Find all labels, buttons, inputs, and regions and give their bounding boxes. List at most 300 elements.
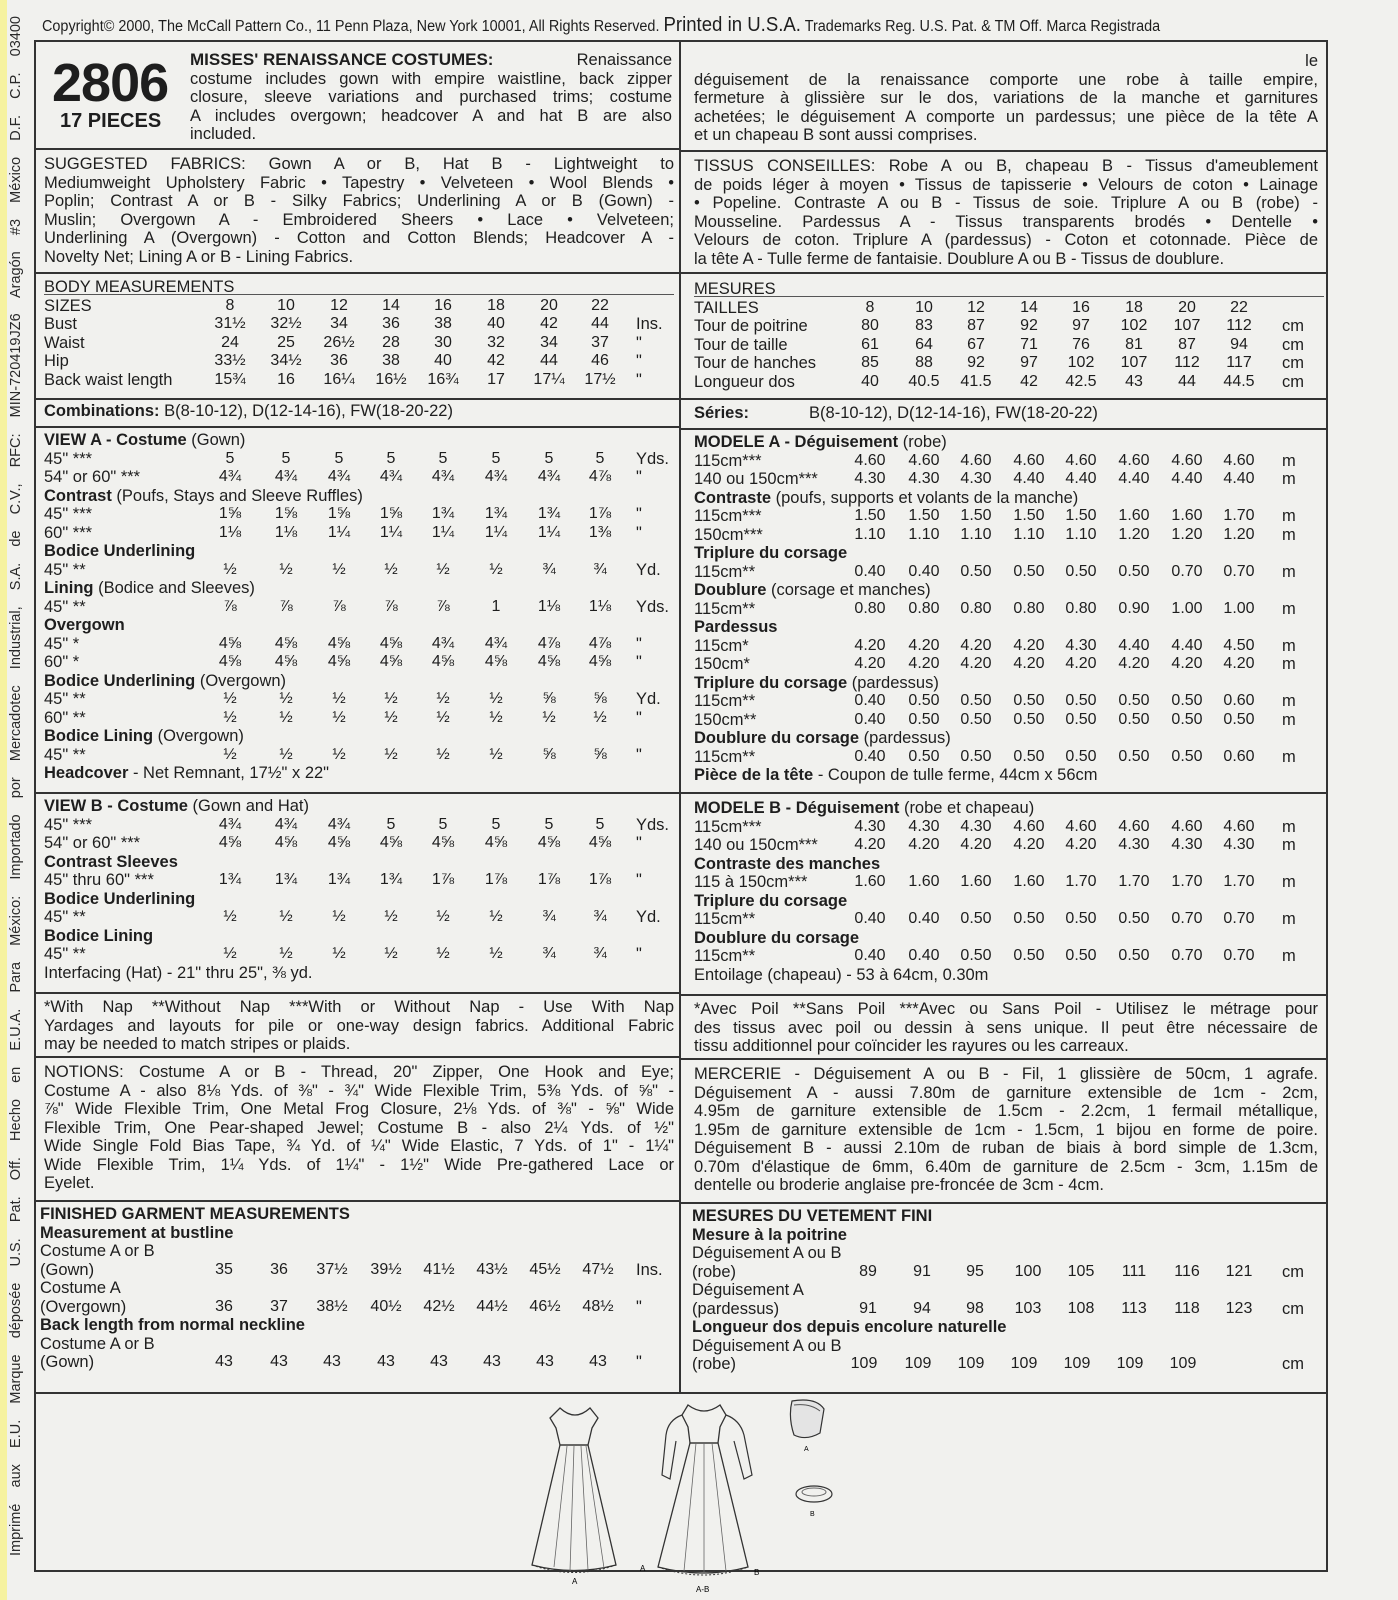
size-value: 4.60 xyxy=(1013,817,1045,835)
text-line: Velours de coton. Triplure A (pardessus) - Coton et cotonnade. Pièce de xyxy=(694,231,1318,249)
size-value: 4.20 xyxy=(908,636,940,654)
size-value: ½ xyxy=(489,745,503,763)
size-value: 0.50 xyxy=(960,692,992,709)
size-value: 4⅝ xyxy=(484,653,508,670)
size-value: ⅞ xyxy=(279,597,293,615)
size-value: ½ xyxy=(436,560,450,578)
size-value: 16 xyxy=(1072,298,1090,316)
size-value: ½ xyxy=(223,745,237,763)
unit-label: m xyxy=(1282,636,1296,655)
plain-line: Entoilage (chapeau) - 53 à 64cm, 0.30m xyxy=(694,965,989,984)
size-value: 4.40 xyxy=(1171,636,1203,654)
unit-label: m xyxy=(1282,655,1296,673)
size-value: 64 xyxy=(915,335,933,353)
size-value: 0.50 xyxy=(1065,910,1097,927)
subsection-heading: Mesure à la poitrine xyxy=(692,1225,847,1244)
size-value: 109 xyxy=(1169,1355,1197,1372)
size-value: 0.50 xyxy=(1065,747,1097,765)
size-value: 16 xyxy=(277,370,295,388)
size-value: 14 xyxy=(382,296,400,314)
row-label: 150cm** xyxy=(694,710,757,729)
row-label: Hip xyxy=(44,352,69,370)
subsection-heading: Longueur dos depuis encolure naturelle xyxy=(692,1318,1007,1336)
size-value: 4.60 xyxy=(908,451,940,469)
size-value: 1¾ xyxy=(327,871,351,888)
heading-bold: Contraste des manches xyxy=(694,854,881,873)
row-label: Waist xyxy=(44,333,85,352)
size-value: 4¾ xyxy=(379,468,403,485)
size-value: 4¾ xyxy=(537,468,561,485)
size-value: ½ xyxy=(332,908,346,925)
size-value: 17¼ xyxy=(533,370,565,388)
size-value: 1.10 xyxy=(908,525,940,543)
text-line: SUGGESTED FABRICS: Gown A or B, Hat B - Lightweight to xyxy=(44,155,674,173)
heading-bold: VIEW B - Costume xyxy=(44,797,188,815)
gown-front-illustration xyxy=(520,1400,630,1585)
size-value: 1⅛ xyxy=(274,523,298,541)
size-value: 4⅝ xyxy=(274,634,298,652)
size-value: 1.60 xyxy=(960,873,992,890)
size-value: 4.20 xyxy=(854,836,886,853)
size-value: 4.20 xyxy=(908,836,940,853)
size-value: 43 xyxy=(377,1353,395,1370)
unit-label: " xyxy=(636,468,642,486)
size-value: 1⅞ xyxy=(484,871,508,888)
text-line: le xyxy=(1305,52,1318,70)
size-value: 1⅛ xyxy=(218,523,242,541)
row-label: 45" ** xyxy=(44,560,86,579)
unit-label: Yd. xyxy=(636,560,661,579)
size-value: 1⅞ xyxy=(588,871,612,888)
size-value: 0.80 xyxy=(854,599,886,617)
heading-bold: Headcover xyxy=(44,764,129,782)
size-value: 118 xyxy=(1174,1299,1200,1317)
size-value: 0.40 xyxy=(908,947,940,964)
size-value: ½ xyxy=(279,745,293,763)
heading-bold: Bodice Lining xyxy=(44,926,154,945)
text-line: closure, sleeve variations and purchased trims; costume xyxy=(190,88,672,106)
size-value: 108 xyxy=(1067,1299,1095,1317)
size-value: 0.40 xyxy=(908,910,940,927)
size-value: 1.10 xyxy=(1065,525,1097,543)
size-value: 0.50 xyxy=(1118,910,1150,927)
text-line: Flexible Trim, One Pear-shaped Jewel; Costume B - also 2¼ Yds. of ½" xyxy=(44,1118,674,1137)
size-value: 0.50 xyxy=(1065,710,1097,728)
size-value: 1.70 xyxy=(1223,507,1255,524)
size-value: 0.70 xyxy=(1171,910,1203,927)
size-value: 113 xyxy=(1121,1299,1147,1317)
size-value: 37 xyxy=(591,333,609,351)
size-value: 4.30 xyxy=(908,817,940,835)
size-value: 4.30 xyxy=(960,817,992,835)
size-value: 4⅝ xyxy=(431,834,455,851)
text-line: Muslin; Overgown A - Embroidered Sheers • Lace • Velveteen; xyxy=(44,210,674,229)
unit-label: cm xyxy=(1282,372,1304,391)
size-value: 37 xyxy=(270,1297,288,1315)
size-value: 1.10 xyxy=(1013,525,1045,543)
size-value: 16 xyxy=(434,296,452,314)
unit-label: Yds. xyxy=(636,449,670,468)
size-value: 4.20 xyxy=(1065,836,1097,853)
subsection-heading xyxy=(44,487,363,506)
row-label: 45" *** xyxy=(44,505,93,523)
text-line: Underlining A (Overgown) - Cotton and Cotton Blends; Headcover A - xyxy=(44,229,674,247)
size-value: 107 xyxy=(1173,317,1201,334)
yellow-edge-strip xyxy=(0,0,7,1600)
size-value: 0.50 xyxy=(1065,692,1097,709)
unit-label: " xyxy=(636,945,642,963)
size-value: 1.50 xyxy=(1065,507,1097,524)
row-label: 115cm** xyxy=(694,692,756,710)
size-value: 0.50 xyxy=(1013,910,1045,927)
size-value: 30 xyxy=(434,333,452,351)
subsection-heading xyxy=(694,581,931,600)
size-value: 4.60 xyxy=(1223,817,1255,835)
size-value: 109 xyxy=(1063,1355,1091,1372)
text-line: may be needed to match stripes or plaids. xyxy=(44,1035,351,1053)
size-value: 32 xyxy=(487,333,505,351)
subsection-heading xyxy=(44,616,125,635)
hat-illustration xyxy=(790,1480,840,1520)
size-value: 0.50 xyxy=(1065,947,1097,964)
size-value: 4.60 xyxy=(1065,817,1097,835)
size-value: 0.80 xyxy=(1065,599,1097,617)
size-value: 4.30 xyxy=(1065,636,1097,654)
subsection-heading xyxy=(44,853,178,872)
size-value: 123 xyxy=(1225,1299,1253,1317)
size-value: 4.20 xyxy=(960,655,992,672)
size-value: 1.70 xyxy=(1118,873,1150,890)
size-value: 83 xyxy=(915,317,933,334)
size-value: ½ xyxy=(436,945,450,962)
text-line: Poplin; Contrast A or B - Silky Fabrics; Underlining A or B (Gown) - xyxy=(44,192,674,210)
size-value: 42 xyxy=(487,352,505,369)
size-value: 100 xyxy=(1014,1262,1042,1280)
size-value: 0.40 xyxy=(854,710,886,728)
size-value: 0.40 xyxy=(854,910,886,927)
size-value: 43 xyxy=(589,1353,607,1370)
size-value: 5 xyxy=(544,815,554,833)
fabrics-english xyxy=(44,155,674,266)
size-value: 1¾ xyxy=(431,505,455,522)
svg-text:A: A xyxy=(804,1446,809,1453)
side-legal-text: Imprimé aux E.U. Marque déposée U.S. Pat. Off. Hecho en E.U.A. Para México: Importado por Mercadotec Industrial, S.A. de C.V., RFC: MIN-720419JZ6 Aragón #3 México D.F. C.P. 03400 xyxy=(8,16,24,1556)
size-value: 0.50 xyxy=(960,562,992,580)
text-line: et un chapeau B sont aussi comprises. xyxy=(694,126,978,144)
heading-bold: Bodice Underlining xyxy=(44,889,196,908)
size-value: 25 xyxy=(277,333,295,351)
text-line: Déguisement B - aussi 2.10m de ruban de biais à bord simple de 1.3cm, xyxy=(694,1139,1318,1157)
size-value: 1¼ xyxy=(379,523,403,541)
size-value: 1.70 xyxy=(1065,873,1097,890)
size-value: 4.20 xyxy=(960,836,992,853)
size-value: ½ xyxy=(489,945,503,962)
row-label: 140 ou 150cm*** xyxy=(694,470,818,488)
section-heading: BODY MEASUREMENTS xyxy=(44,278,235,296)
text-line: ⅞" Wide Flexible Trim, One Metal Frog Closure, 2⅛ Yds. of ⅜" - ⅝" Wide xyxy=(44,1100,674,1118)
row-label: 140 ou 150cm*** xyxy=(694,836,818,854)
row-label: Déguisement A xyxy=(692,1281,804,1299)
size-value: ⅝ xyxy=(593,690,607,707)
unit-label: cm xyxy=(1282,1355,1304,1373)
size-value: 18 xyxy=(1125,298,1143,316)
size-value: 0.40 xyxy=(854,562,886,580)
text-line: dentelle ou broderie anglaise pre-froncée de 3cm - 4cm. xyxy=(694,1176,1104,1194)
size-value: 20 xyxy=(1178,298,1196,316)
size-value: 0.50 xyxy=(908,692,940,709)
svg-text:B: B xyxy=(810,1511,815,1518)
size-value: 1¾ xyxy=(274,871,298,888)
size-value: 4⅝ xyxy=(379,653,403,670)
row-label: 115cm** xyxy=(694,599,756,618)
size-value: 4.60 xyxy=(1013,451,1045,469)
size-value: 4⅝ xyxy=(588,653,612,670)
size-value: 1.10 xyxy=(960,525,992,543)
text-line: • Popeline. Contraste A ou B - Tissus de soie. Triplure A ou B (robe) - xyxy=(694,194,1318,212)
size-value: 4⅝ xyxy=(218,653,242,670)
row-label: Déguisement A ou B xyxy=(692,1244,842,1262)
text-line: Eyelet. xyxy=(44,1174,95,1192)
size-value: 1 xyxy=(491,597,501,615)
heading-bold: Bodice Lining xyxy=(44,727,154,745)
size-value: 4¾ xyxy=(484,468,508,485)
unit-label: cm xyxy=(1282,354,1304,372)
size-value: ½ xyxy=(279,708,293,726)
heading-bold: Triplure du corsage xyxy=(694,544,848,562)
size-value: 22 xyxy=(591,296,609,314)
row-label: Déguisement A ou B xyxy=(692,1336,842,1355)
size-value: 4⅝ xyxy=(218,834,242,851)
size-value: 4¾ xyxy=(218,815,242,833)
size-value: ⅝ xyxy=(593,745,607,763)
size-value: 4.20 xyxy=(908,655,940,672)
unit-label: " xyxy=(636,505,642,523)
size-value: 0.50 xyxy=(908,747,940,765)
size-value: 44½ xyxy=(476,1297,508,1315)
heading-bold: Contraste xyxy=(694,488,772,507)
heading-bold: Contrast Sleeves xyxy=(44,852,178,871)
size-value: ½ xyxy=(279,908,293,925)
heading-note: (Overgown) xyxy=(153,727,244,745)
unit-label: Yd. xyxy=(636,690,661,708)
text-line: 0.70m d'élastique de 6mm, 6.40m de garniture de 2.5cm - 3cm, 1.15m de xyxy=(694,1157,1318,1176)
size-value: ⅝ xyxy=(542,745,556,763)
text-line: 4.95m de garniture extensible de 1.5cm - 2.2cm, 1 fermail métallique, xyxy=(694,1102,1318,1120)
size-value: 1.00 xyxy=(1171,599,1203,617)
size-value: 4.40 xyxy=(1171,470,1203,487)
size-value: 28 xyxy=(382,333,400,351)
heading-bold: Bodice Underlining xyxy=(44,542,196,560)
size-value: 4⅝ xyxy=(274,834,298,851)
center-divider xyxy=(679,40,681,1394)
size-value: 4⅝ xyxy=(327,834,351,851)
size-value: 43 xyxy=(270,1353,288,1370)
subsection-heading xyxy=(694,855,880,874)
size-value: 4⅝ xyxy=(484,834,508,851)
size-value: 4.60 xyxy=(1223,451,1255,469)
text-line: *With Nap **Without Nap ***With or Without Nap - Use With Nap xyxy=(44,998,674,1016)
size-value: 109 xyxy=(904,1355,932,1372)
size-value: 39½ xyxy=(370,1260,402,1278)
size-value: 0.50 xyxy=(960,910,992,927)
size-value: 4.20 xyxy=(1013,655,1045,672)
unit-label: m xyxy=(1282,525,1296,544)
row-label: 45" *** xyxy=(44,449,93,468)
size-value: 48½ xyxy=(582,1297,614,1315)
unit-label: " xyxy=(636,708,642,727)
size-value: ½ xyxy=(436,908,450,925)
subsection-heading xyxy=(694,618,777,637)
size-value: ½ xyxy=(489,708,503,726)
size-value: 1.20 xyxy=(1171,525,1203,543)
heading-bold: Triplure du corsage xyxy=(694,891,848,910)
size-value: 97 xyxy=(1072,317,1090,334)
size-value: 4¾ xyxy=(327,815,351,833)
size-value: 4¾ xyxy=(484,634,508,652)
unit-label: " xyxy=(636,653,642,671)
size-value: 26½ xyxy=(323,333,355,351)
row-label: 45" ** xyxy=(44,945,86,963)
size-value: ½ xyxy=(384,945,398,962)
size-value: 4⅝ xyxy=(327,634,351,652)
size-value: 67 xyxy=(967,335,985,353)
size-value: 4.60 xyxy=(1118,451,1150,469)
heading-note: - Net Remnant, 17½" x 22" xyxy=(128,764,330,782)
size-value: ¾ xyxy=(593,945,607,962)
size-value: ½ xyxy=(384,908,398,925)
size-value: 4.30 xyxy=(1118,836,1150,853)
row-label: 60" *** xyxy=(44,523,93,542)
row-label: 60" ** xyxy=(44,708,86,727)
size-value: 1¾ xyxy=(537,505,561,522)
size-value: 14 xyxy=(1020,298,1038,316)
size-value: 61 xyxy=(861,335,879,353)
size-value: 43 xyxy=(483,1353,501,1370)
size-value: 4.20 xyxy=(1118,655,1150,672)
size-value: 4⅝ xyxy=(537,653,561,670)
size-value: 80 xyxy=(861,317,879,334)
size-value: 1¼ xyxy=(327,523,351,541)
unit-label: Yds. xyxy=(636,597,670,616)
size-value: 87 xyxy=(967,317,985,334)
trademark-note: Trademarks Reg. U.S. Pat. & TM Off. Marca Registrada xyxy=(804,18,1161,35)
size-value: 1⅞ xyxy=(588,505,612,522)
size-value: ½ xyxy=(332,745,346,763)
combinations-french: Séries: B(8-10-12), D(12-14-16), FW(18-20-22) xyxy=(694,404,1098,422)
heading-bold: Bodice Underlining xyxy=(44,671,196,690)
size-value: 4.30 xyxy=(960,470,992,487)
text-line: *Avec Poil **Sans Poil ***Avec ou Sans Poil - Utilisez le métrage pour xyxy=(694,1000,1318,1018)
size-value: 43 xyxy=(1125,372,1143,390)
size-value: 42 xyxy=(1020,372,1038,390)
size-value: 4¾ xyxy=(274,815,298,833)
size-value: 0.50 xyxy=(1118,947,1150,964)
headcover-illustration xyxy=(780,1395,840,1455)
size-value: 42½ xyxy=(423,1297,455,1315)
text-line: Mousseline. Pardessus A - Tissus transparents brodés • Dentelle • xyxy=(694,212,1318,231)
size-value: 109 xyxy=(1116,1355,1144,1372)
size-value: 4.20 xyxy=(1171,655,1203,672)
text-line: Costume A - also 8⅛ Yds. of ⅜" - ¾" Wide Flexible Trim, 5⅜ Yds. of ⅝" - xyxy=(44,1081,674,1100)
size-value: 116 xyxy=(1174,1262,1200,1280)
size-value: 1.70 xyxy=(1171,873,1203,890)
heading-bold: Contrast xyxy=(44,486,112,505)
size-value: ⅞ xyxy=(332,597,346,615)
size-value: 103 xyxy=(1014,1299,1042,1317)
svg-text:A: A xyxy=(640,1564,646,1573)
size-value: 4.40 xyxy=(1118,636,1150,654)
size-value: 4.40 xyxy=(1013,470,1045,487)
size-value: 34½ xyxy=(270,352,302,369)
gown-back-illustration xyxy=(640,1395,770,1595)
size-value: 4.60 xyxy=(1171,817,1203,835)
row-label: (robe) xyxy=(692,1355,737,1373)
size-value: 0.70 xyxy=(1171,947,1203,964)
heading-note: (Gown and Hat) xyxy=(187,797,309,815)
subsection-heading xyxy=(694,892,847,911)
text-line: de poids léger à moyen • Tissus de tapisserie • Velours de coton • Lainage xyxy=(694,175,1318,194)
text-line: costume includes gown with empire waistline, back zipper xyxy=(190,69,672,88)
size-value: 8 xyxy=(865,298,875,316)
size-value: 41½ xyxy=(423,1260,455,1278)
size-value: ⅞ xyxy=(384,597,398,615)
size-value: 4.50 xyxy=(1223,636,1255,654)
row-label: 115cm** xyxy=(694,947,756,965)
size-value: 5 xyxy=(281,449,291,467)
size-value: 38½ xyxy=(316,1297,348,1315)
size-value: ⅞ xyxy=(436,597,450,615)
size-value: 5 xyxy=(334,449,344,467)
size-value: 5 xyxy=(544,449,554,467)
size-value: 1.50 xyxy=(908,507,940,524)
row-label: 45" ** xyxy=(44,908,86,926)
subsection-heading xyxy=(44,431,245,450)
size-value: 4.60 xyxy=(854,451,886,469)
size-value: 105 xyxy=(1067,1262,1095,1280)
size-value: 89 xyxy=(859,1262,877,1280)
size-value: 94 xyxy=(913,1299,931,1317)
text-line: MERCERIE - Déguisement A ou B - Fil, 1 glissière de 50cm, 1 agrafe. xyxy=(694,1065,1318,1083)
size-value: 1⅝ xyxy=(274,505,298,522)
subsection-heading xyxy=(44,764,329,783)
size-value: 4⅞ xyxy=(588,634,612,652)
size-value: ½ xyxy=(332,690,346,707)
size-value: 5 xyxy=(491,449,501,467)
size-value: 4.40 xyxy=(1223,470,1255,487)
row-label: 45" ** xyxy=(44,745,86,764)
size-value: 0.60 xyxy=(1223,747,1255,765)
size-value: 4.60 xyxy=(960,451,992,469)
size-value: 4⅝ xyxy=(274,653,298,670)
unit-label: m xyxy=(1282,817,1296,836)
size-value: 4.30 xyxy=(1223,836,1255,853)
subsection-heading xyxy=(694,433,947,452)
heading-note: (robe) xyxy=(898,433,947,451)
size-value: 4.20 xyxy=(854,636,886,654)
size-value: 76 xyxy=(1072,335,1090,353)
size-value: 4⅝ xyxy=(537,834,561,851)
size-value: 98 xyxy=(966,1299,984,1317)
size-value: 1⅛ xyxy=(537,597,561,615)
text-line: Wide Flexible Trim, 1¼ Yds. of 1¼" - 1½" Wide Pre-gathered Lace or xyxy=(44,1155,674,1174)
size-value: 4⅝ xyxy=(379,834,403,851)
section-heading: FINISHED GARMENT MEASUREMENTS xyxy=(40,1205,350,1223)
size-value: 91 xyxy=(859,1299,877,1317)
unit-label: m xyxy=(1282,747,1296,766)
row-label: 60" * xyxy=(44,653,80,671)
subsection-heading xyxy=(44,672,286,691)
subsection-heading xyxy=(694,729,951,748)
